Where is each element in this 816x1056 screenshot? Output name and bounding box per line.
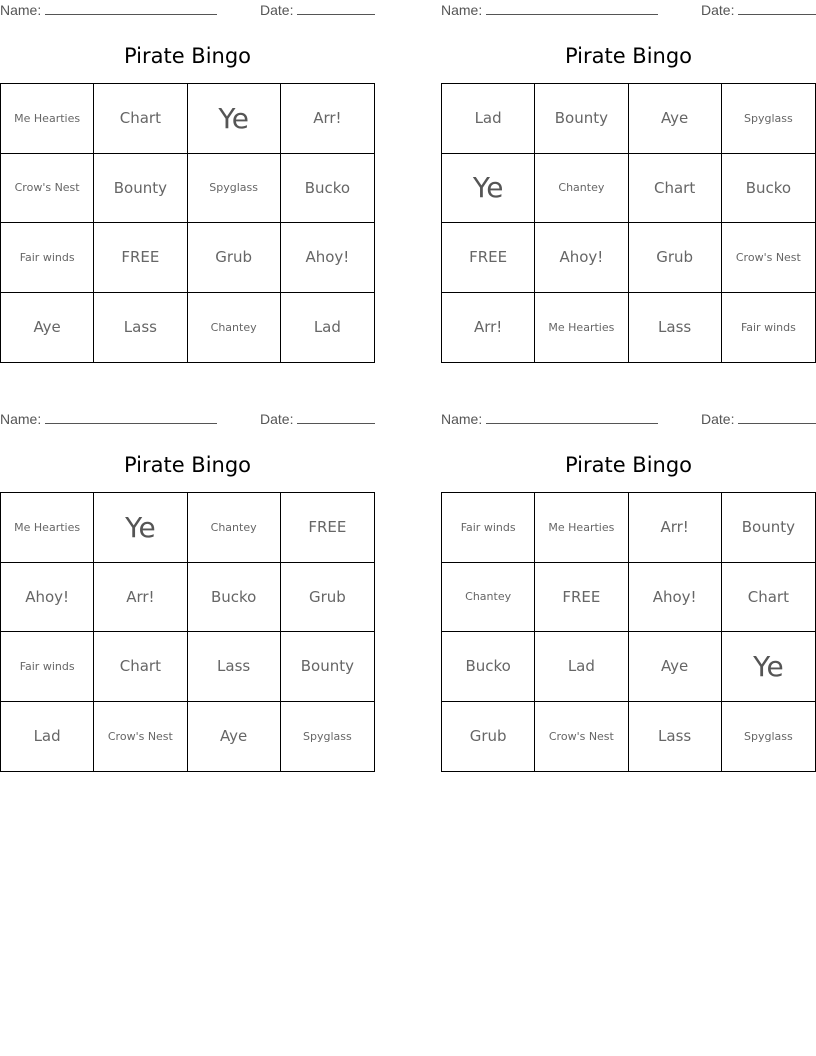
bingo-cell: Aye [629, 84, 722, 154]
date-label: Date: [701, 411, 735, 427]
bingo-card-4 [441, 409, 816, 781]
bingo-card-2 [441, 0, 816, 372]
bingo-cell: Chantey [188, 293, 281, 363]
bingo-grid [441, 83, 816, 363]
bingo-cell: Aye [629, 632, 722, 702]
bingo-cell: Fair winds [1, 223, 94, 293]
bingo-cell: Grub [281, 563, 374, 633]
bingo-cell: Spyglass [722, 84, 815, 154]
bingo-cell: Lass [188, 632, 281, 702]
bingo-cell: Crow's Nest [535, 702, 628, 772]
card-header [0, 411, 375, 429]
bingo-cell: Ahoy! [629, 563, 722, 633]
bingo-cell: Bounty [281, 632, 374, 702]
bingo-cell: Lad [442, 84, 535, 154]
bingo-cell: FREE [281, 493, 374, 563]
card-title: Pirate Bingo [564, 44, 693, 68]
name-blank-line [486, 412, 658, 424]
bingo-cell: Fair winds [1, 632, 94, 702]
bingo-cell: Ye [442, 154, 535, 224]
bingo-cell: Grub [188, 223, 281, 293]
bingo-cell: Ahoy! [535, 223, 628, 293]
card-title: Pirate Bingo [564, 453, 693, 477]
date-field [701, 411, 816, 427]
bingo-cell: Me Hearties [1, 84, 94, 154]
bingo-cell: FREE [442, 223, 535, 293]
name-field [441, 2, 658, 18]
bingo-card-3 [0, 409, 375, 781]
bingo-cell: Aye [188, 702, 281, 772]
bingo-cell: Ahoy! [281, 223, 374, 293]
bingo-cell: FREE [535, 563, 628, 633]
bingo-cell: Lass [629, 293, 722, 363]
bingo-cell: Ye [94, 493, 187, 563]
bingo-cell: Grub [629, 223, 722, 293]
card-title: Pirate Bingo [123, 44, 252, 68]
bingo-cell: Chantey [442, 563, 535, 633]
bingo-cell: Lad [535, 632, 628, 702]
bingo-cell: Fair winds [442, 493, 535, 563]
bingo-cell: Ye [722, 632, 815, 702]
card-title: Pirate Bingo [123, 453, 252, 477]
name-label: Name: [441, 2, 483, 18]
bingo-cell: Ahoy! [1, 563, 94, 633]
bingo-cell: Fair winds [740, 320, 796, 334]
bingo-cell: Bucko [442, 632, 535, 702]
bingo-cell: Chart [94, 84, 187, 154]
bingo-cell: Lass [94, 293, 187, 363]
bingo-cell: Chantey [535, 154, 628, 224]
bingo-cell: Me Hearties [1, 493, 94, 563]
bingo-cell: Me Hearties [535, 493, 628, 563]
bingo-cell: FREE [94, 223, 187, 293]
bingo-cell: Arr! [281, 84, 374, 154]
date-field [701, 2, 816, 18]
date-field [260, 411, 375, 427]
name-label: Name: [0, 2, 42, 18]
bingo-cell: Bounty [94, 154, 187, 224]
bingo-cell: Bounty [722, 493, 815, 563]
bingo-cell: Chart [629, 154, 722, 224]
bingo-grid [0, 492, 375, 772]
name-field [0, 411, 217, 427]
name-field [0, 2, 217, 18]
name-blank-line [45, 3, 217, 15]
bingo-cell: Arr! [629, 493, 722, 563]
bingo-cell: Lad [1, 702, 94, 772]
name-label: Name: [0, 411, 42, 427]
name-field [441, 411, 658, 427]
date-blank-line [738, 412, 816, 424]
card-header [441, 2, 816, 20]
date-blank-line [297, 3, 375, 15]
bingo-cell: Crow's Nest [1, 154, 94, 224]
date-blank-line [738, 3, 816, 15]
bingo-cell: Bucko [188, 563, 281, 633]
date-blank-line [297, 412, 375, 424]
bingo-cell: Bounty [535, 84, 628, 154]
bingo-grid [441, 492, 816, 772]
date-label: Date: [260, 411, 294, 427]
bingo-cell: Spyglass [303, 729, 352, 743]
date-label: Date: [260, 2, 294, 18]
bingo-cell: Aye [1, 293, 94, 363]
bingo-cell: Me Hearties [535, 293, 628, 363]
bingo-cell: Arr! [94, 563, 187, 633]
bingo-cell: Chantey [188, 493, 281, 563]
bingo-cell: Grub [442, 702, 535, 772]
bingo-cell: Lass [629, 702, 722, 772]
card-header [0, 2, 375, 20]
name-label: Name: [441, 411, 483, 427]
date-label: Date: [701, 2, 735, 18]
name-blank-line [486, 3, 658, 15]
bingo-cell: Spyglass [188, 154, 281, 224]
name-blank-line [45, 412, 217, 424]
bingo-cell: Crow's Nest [94, 702, 187, 772]
bingo-cell: Crow's Nest [722, 223, 815, 293]
bingo-grid [0, 83, 375, 363]
bingo-cell: Chart [722, 563, 815, 633]
card-header [441, 411, 816, 429]
bingo-cell: Chart [94, 632, 187, 702]
bingo-cell: Lad [313, 318, 341, 337]
date-field [260, 2, 375, 18]
bingo-card-1 [0, 0, 375, 372]
bingo-cell: Bucko [722, 154, 815, 224]
bingo-cell: Arr! [442, 293, 535, 363]
bingo-cell: Bucko [281, 154, 374, 224]
bingo-cell: Spyglass [744, 729, 793, 743]
bingo-cell: Ye [188, 84, 281, 154]
